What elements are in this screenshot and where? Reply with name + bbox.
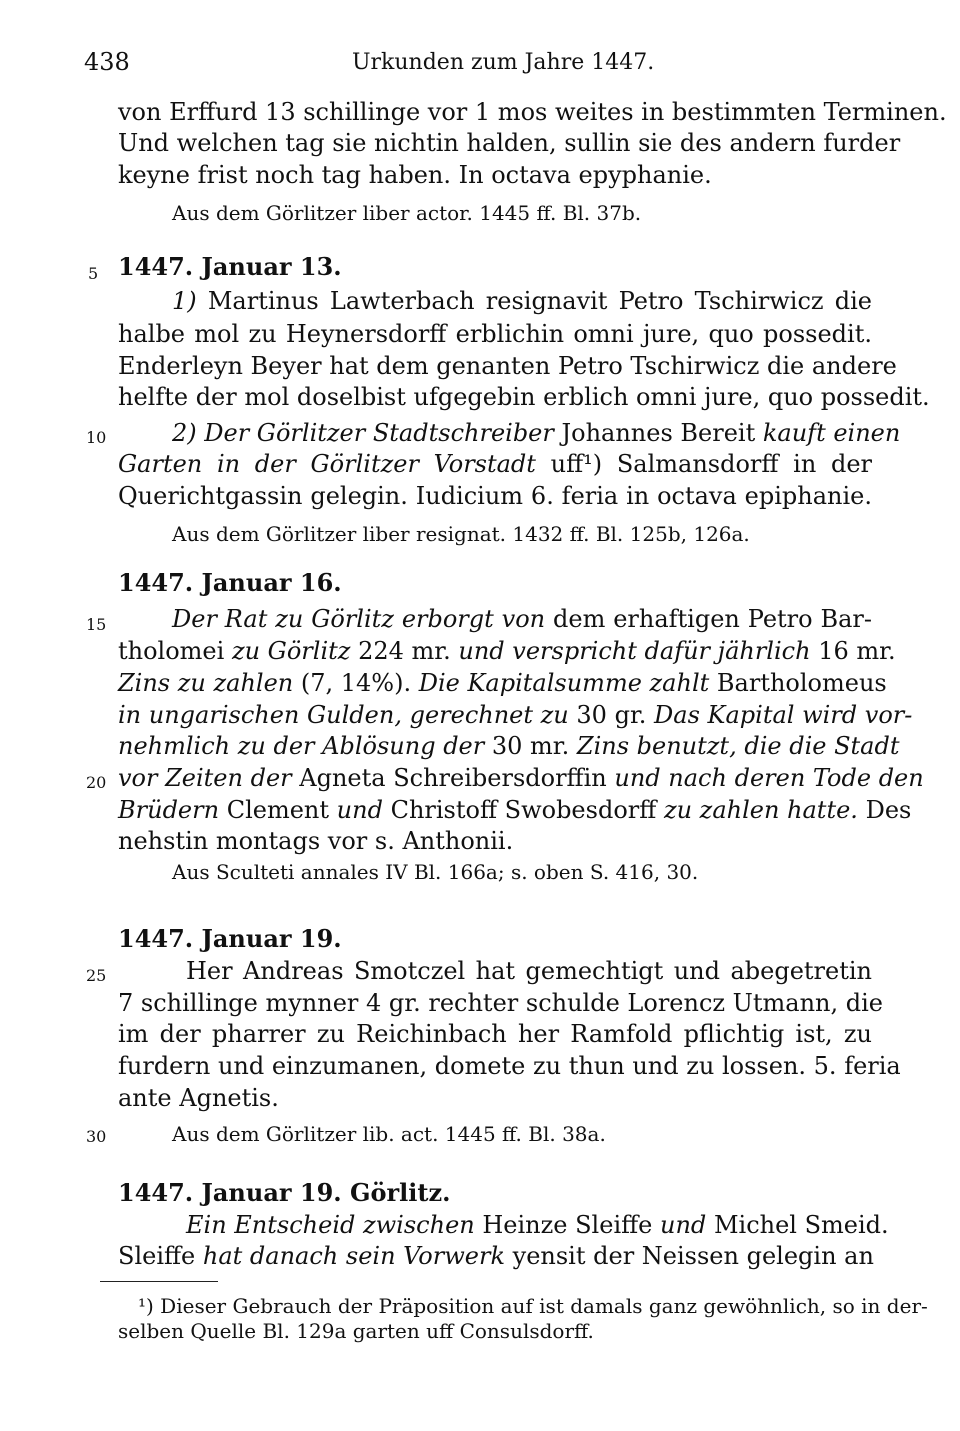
italic-run: vor Zeiten der <box>118 764 292 792</box>
text-run: uff¹) Salmansdorff in der <box>550 450 873 478</box>
italic-run: Zins zu zahlen <box>118 669 294 697</box>
text-run: Bartholomeus <box>716 669 887 697</box>
italic-run: kauft einen <box>762 419 901 447</box>
source-citation: Aus dem Görlitzer liber resignat. 1432 ff. Bl. 125b, 126a. <box>172 522 750 546</box>
text-run: Des <box>865 796 912 824</box>
text-line: von Erffurd 13 schillinge vor 1 mos weites in bestimmten Terminen. <box>118 98 947 126</box>
text-line <box>118 700 913 731</box>
italic-run: 2) Der Görlitzer Stadtschreiber <box>172 419 554 447</box>
italic-run: Der Rat zu Görlitz erborgt von <box>172 605 546 633</box>
italic-run: in ungarischen Gulden, gerechnet zu <box>118 701 569 729</box>
text-line <box>118 449 872 480</box>
text-line: Querichtgassin gelegin. Iudicium 6. feria in octava epiphanie. <box>118 482 872 510</box>
text-line <box>118 795 912 826</box>
text-line: 7 schillinge mynner 4 gr. rechter schulde Lorencz Utmann, die <box>118 989 884 1017</box>
item-label: 1) <box>172 287 197 315</box>
line-number: 15 <box>86 615 107 634</box>
source-citation: Aus dem Görlitzer liber actor. 1445 ff. Bl. 37b. <box>172 201 642 225</box>
text-line <box>118 731 900 762</box>
entry-heading: 1447. Januar 19. Görlitz. <box>118 1178 451 1207</box>
text-line: keyne frist noch tag haben. In octava epyphanie. <box>118 161 712 189</box>
text-line <box>118 668 887 699</box>
italic-run: zu Görlitz <box>231 637 351 665</box>
text-run: Johannes Bereit <box>561 419 756 447</box>
text-run: Martinus Lawterbach resignavit Petro Tschirwicz die <box>207 287 872 315</box>
text-line <box>172 604 872 635</box>
italic-run: zu zahlen hatte. <box>663 796 858 824</box>
page-number: 438 <box>84 48 130 76</box>
text-line <box>172 286 872 317</box>
italic-run: und nach deren Tode den <box>614 764 924 792</box>
source-citation: Aus Sculteti annales IV Bl. 166a; s. oben S. 416, 30. <box>172 860 699 884</box>
text-run: dem erhaftigen Petro Bar- <box>553 605 872 633</box>
entry-heading: 1447. Januar 19. <box>118 924 342 953</box>
text-run: yensit der Neissen gelegin an <box>512 1242 874 1270</box>
italic-run: hat danach sein Vorwerk <box>202 1242 505 1270</box>
running-title: Urkunden zum Jahre 1447. <box>352 50 655 75</box>
source-citation: Aus dem Görlitzer lib. act. 1445 ff. Bl. 38a. <box>172 1122 606 1146</box>
text-line <box>118 763 924 794</box>
text-line <box>186 1210 889 1241</box>
text-run: tholomei <box>118 637 225 665</box>
text-line: Her Andreas Smotczel hat gemechtigt und abegetretin <box>186 957 872 985</box>
line-number: 20 <box>86 773 107 792</box>
line-number: 5 <box>88 264 99 283</box>
text-line: ante Agnetis. <box>118 1084 279 1112</box>
italic-run: Das Kapital wird vor- <box>654 701 913 729</box>
text-run: 224 mr. <box>358 637 451 665</box>
text-line <box>118 1241 872 1272</box>
text-run: Clement <box>226 796 330 824</box>
text-line: furdern und einzumanen, domete zu thun und zu lossen. 5. feria <box>118 1052 901 1080</box>
entry-heading: 1447. Januar 13. <box>118 252 342 281</box>
footnote-line: ¹) Dieser Gebrauch der Präposition auf ist damals ganz gewöhnlich, so in der- <box>138 1294 928 1318</box>
text-line: im der pharrer zu Reichinbach her Ramfold pflichtig ist, zu <box>118 1020 872 1048</box>
text-line: helfte der mol doselbist ufgegebin erblich omni jure, quo possedit. <box>118 383 930 411</box>
text-line: Enderleyn Beyer hat dem genanten Petro Tschirwicz die andere <box>118 352 897 380</box>
text-run: Sleiffe <box>118 1242 196 1270</box>
italic-run: und verspricht dafür jährlich <box>458 637 811 665</box>
italic-run: Ein Entscheid zwischen <box>186 1211 475 1239</box>
text-run: 16 mr. <box>818 637 896 665</box>
footnote-divider <box>100 1281 218 1282</box>
text-run: Christoff Swobesdorff <box>390 796 657 824</box>
text-run: Heinze Sleiffe <box>482 1211 653 1239</box>
footnote-line: selben Quelle Bl. 129a garten uff Consulsdorff. <box>118 1319 594 1343</box>
text-run: 30 gr. <box>576 701 647 729</box>
line-number: 25 <box>86 966 107 985</box>
entry-heading: 1447. Januar 16. <box>118 568 342 597</box>
italic-run: Die Kapitalsumme zahlt <box>418 669 710 697</box>
text-line <box>172 418 901 449</box>
text-run: Michel Smeid. <box>713 1211 889 1239</box>
italic-run: Garten in der Görlitzer Vorstadt <box>118 450 536 478</box>
text-run: (7, 14%). <box>300 669 412 697</box>
italic-run: Zins benutzt, die die Stadt <box>576 732 900 760</box>
text-line: halbe mol zu Heynersdorff erblichin omni jure, quo possedit. <box>118 320 872 348</box>
text-line: Und welchen tag sie nichtin halden, sullin sie des andern furder <box>118 129 901 157</box>
italic-run: und <box>336 796 383 824</box>
text-line: nehstin montags vor s. Anthonii. <box>118 827 514 855</box>
line-number: 30 <box>86 1127 107 1146</box>
italic-run: nehmlich zu der Ablösung der <box>118 732 485 760</box>
italic-run: und <box>660 1211 707 1239</box>
text-run: 30 mr. <box>491 732 570 760</box>
text-line <box>118 636 896 667</box>
line-number: 10 <box>86 428 107 447</box>
text-run: Agneta Schreibersdorffin <box>299 764 607 792</box>
italic-run: Brüdern <box>118 796 220 824</box>
